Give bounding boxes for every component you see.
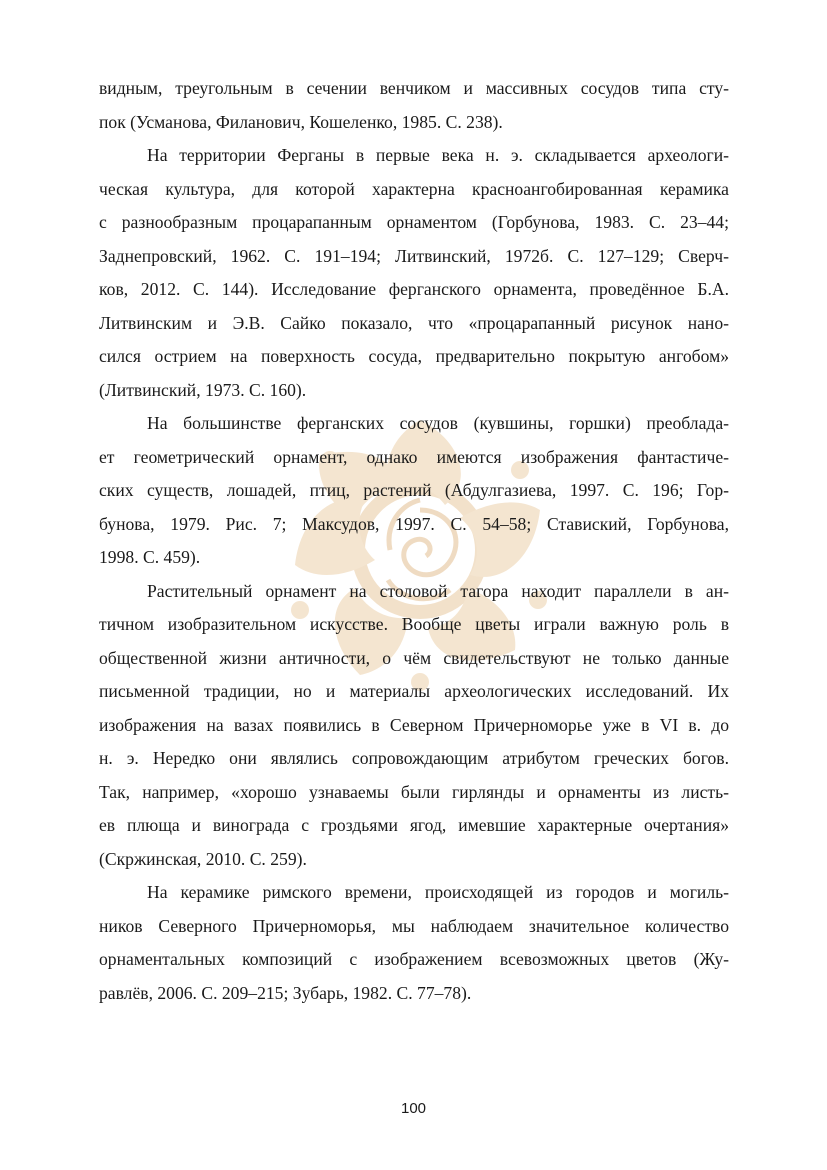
text-line: сился острием на поверхность сосуда, предварительно покрытую ангобом» xyxy=(99,346,729,366)
text-line: Заднепровский, 1962. С. 191–194; Литвинский, 1972б. С. 127–129; Сверч- xyxy=(99,245,729,266)
text-line: ев плюща и винограда с гроздьями ягод, имевшие характерные очертания» xyxy=(99,815,729,835)
text-line: общественной жизни античности, о чём свидетельствуют не только данные xyxy=(99,647,729,668)
page-number: 100 xyxy=(400,1100,427,1117)
text-line: письменной традиции, но и материалы археологических исследований. Их xyxy=(99,681,729,701)
text-line: Растительный орнамент на столовой тагора находит параллели в ан- xyxy=(147,580,729,601)
text-line: На керамике римского времени, происходящей из городов и могиль- xyxy=(147,882,729,902)
text-line: Так, например, «хорошо узнаваемы были гирлянды и орнаменты из листь- xyxy=(99,781,729,802)
text-line: На территории Ферганы в первые века н. э. складывается археологи- xyxy=(147,145,729,165)
text-line: бунова, 1979. Рис. 7; Максудов, 1997. С. 54–58; Ставиский, Горбунова, xyxy=(99,513,729,534)
text-line: ков, 2012. С. 144). Исследование ферганского орнамента, проведённое Б.А. xyxy=(99,279,729,299)
text-line: тичном изобразительном искусстве. Вообще цветы играли важную роль в xyxy=(99,614,729,634)
text-line: видным, треугольным в сечении венчиком и массивных сосудов типа сту- xyxy=(99,78,729,98)
text-line: н. э. Нередко они являлись сопровождающим атрибутом греческих богов. xyxy=(99,748,729,768)
text-line: 1998. С. 459). xyxy=(99,547,201,567)
text-line: (Литвинский, 1973. С. 160). xyxy=(99,379,307,400)
text-line: ческая культура, для которой характерна красноангобированная керамика xyxy=(99,178,729,199)
text-line: На большинстве ферганских сосудов (кувшины, горшки) преоблада- xyxy=(147,413,729,433)
text-line: Литвинским и Э.В. Сайко показало, что «процарапанный рисунок нано- xyxy=(99,312,729,333)
text-line: (Скржинская, 2010. С. 259). xyxy=(99,848,307,869)
text-line: ских существ, лошадей, птиц, растений (Абдулгазиева, 1997. С. 196; Гор- xyxy=(99,480,729,500)
text-line: равлёв, 2006. С. 209–215; Зубарь, 1982. С. 77–78). xyxy=(99,982,472,1003)
text-line: орнаментальных композиций с изображением всевозможных цветов (Жу- xyxy=(99,949,729,969)
text-line: ников Северного Причерноморья, мы наблюдаем значительное количество xyxy=(99,915,729,936)
text-line: ет геометрический орнамент, однако имеются изображения фантастиче- xyxy=(99,446,729,467)
text-line: изображения на вазах появились в Северном Причерноморье уже в VI в. до xyxy=(99,714,729,735)
text-line: с разнообразным процарапанным орнаментом (Горбунова, 1983. С. 23–44; xyxy=(99,212,729,232)
text-line: пок (Усманова, Филанович, Кошеленко, 1985. С. 238). xyxy=(99,111,503,132)
body-text xyxy=(99,72,729,1010)
